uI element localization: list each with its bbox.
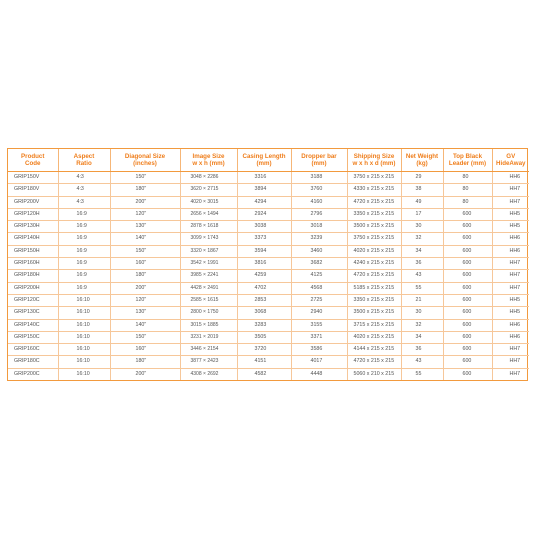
cell-top-black-leader: 600 (443, 356, 492, 368)
cell-shipping-size: 4720 x 215 x 215 (347, 270, 401, 282)
table-header (8, 149, 529, 172)
cell-aspect-ratio: 4:3 (58, 184, 110, 196)
cell-dropper-bar: 3586 (291, 344, 347, 356)
table-row (8, 319, 529, 331)
cell-dropper-bar: 4568 (291, 282, 347, 294)
cell-product-code: GRIP140H (8, 233, 58, 245)
table-row (8, 331, 529, 343)
cell-top-black-leader: 600 (443, 368, 492, 380)
table-row (8, 221, 529, 233)
cell-top-black-leader: 600 (443, 344, 492, 356)
cell-shipping-size: 3500 x 215 x 215 (347, 307, 401, 319)
cell-net-weight: 34 (401, 245, 443, 257)
table-row (8, 344, 529, 356)
cell-shipping-size: 5060 x 210 x 215 (347, 368, 401, 380)
cell-shipping-size: 5185 x 215 x 215 (347, 282, 401, 294)
cell-net-weight: 21 (401, 294, 443, 306)
cell-casing-length: 4259 (237, 270, 291, 282)
cell-aspect-ratio: 16:9 (58, 221, 110, 233)
cell-net-weight: 32 (401, 319, 443, 331)
header-diagonal-size: Diagonal Size (inches) (110, 149, 180, 172)
cell-image-size: 2585 × 1615 (180, 294, 237, 306)
table-row (8, 258, 529, 270)
cell-shipping-size: 3750 x 215 x 215 (347, 233, 401, 245)
cell-casing-length: 2853 (237, 294, 291, 306)
spec-table (8, 149, 529, 380)
cell-diagonal-size: 150" (110, 172, 180, 184)
header-shipping-size: Shipping Size w x h x d (mm) (347, 149, 401, 172)
table-row (8, 282, 529, 294)
cell-product-code: GRIP200C (8, 368, 58, 380)
cell-shipping-size: 3500 x 215 x 215 (347, 221, 401, 233)
cell-product-code: GRIP130H (8, 221, 58, 233)
cell-aspect-ratio: 16:10 (58, 344, 110, 356)
cell-casing-length: 2924 (237, 208, 291, 220)
cell-product-code: GRIP180C (8, 356, 58, 368)
table-row (8, 270, 529, 282)
cell-diagonal-size: 120" (110, 208, 180, 220)
cell-gv-hideaway: HH6 (492, 319, 529, 331)
table-row (8, 294, 529, 306)
cell-diagonal-size: 180" (110, 270, 180, 282)
cell-diagonal-size: 140" (110, 233, 180, 245)
cell-aspect-ratio: 16:10 (58, 319, 110, 331)
cell-gv-hideaway: HH6 (492, 172, 529, 184)
cell-gv-hideaway: HH6 (492, 331, 529, 343)
cell-dropper-bar: 4125 (291, 270, 347, 282)
cell-gv-hideaway: HH5 (492, 221, 529, 233)
table-row (8, 233, 529, 245)
cell-top-black-leader: 600 (443, 331, 492, 343)
cell-diagonal-size: 160" (110, 344, 180, 356)
cell-aspect-ratio: 16:9 (58, 282, 110, 294)
cell-diagonal-size: 150" (110, 245, 180, 257)
spec-table-frame (7, 148, 528, 381)
table-row (8, 208, 529, 220)
cell-shipping-size: 4144 x 215 x 215 (347, 344, 401, 356)
cell-image-size: 3446 × 2154 (180, 344, 237, 356)
table-row (8, 368, 529, 380)
header-aspect-ratio: Aspect Ratio (58, 149, 110, 172)
cell-shipping-size: 4020 x 215 x 215 (347, 331, 401, 343)
cell-product-code: GRIP180H (8, 270, 58, 282)
cell-dropper-bar: 2796 (291, 208, 347, 220)
cell-net-weight: 34 (401, 331, 443, 343)
cell-dropper-bar: 3460 (291, 245, 347, 257)
cell-image-size: 3877 × 2423 (180, 356, 237, 368)
cell-gv-hideaway: HH7 (492, 356, 529, 368)
cell-image-size: 3048 × 2286 (180, 172, 237, 184)
cell-gv-hideaway: HH5 (492, 307, 529, 319)
cell-gv-hideaway: HH7 (492, 196, 529, 208)
header-net-weight: Net Weight (kg) (401, 149, 443, 172)
cell-image-size: 4020 × 3015 (180, 196, 237, 208)
table-row (8, 184, 529, 196)
cell-aspect-ratio: 16:9 (58, 270, 110, 282)
cell-dropper-bar: 4017 (291, 356, 347, 368)
cell-dropper-bar: 2725 (291, 294, 347, 306)
header-product-code: Product Code (8, 149, 58, 172)
cell-diagonal-size: 130" (110, 221, 180, 233)
cell-net-weight: 43 (401, 356, 443, 368)
cell-casing-length: 3283 (237, 319, 291, 331)
cell-casing-length: 3720 (237, 344, 291, 356)
cell-top-black-leader: 600 (443, 270, 492, 282)
cell-product-code: GRIP140C (8, 319, 58, 331)
cell-gv-hideaway: HH7 (492, 258, 529, 270)
cell-dropper-bar: 2940 (291, 307, 347, 319)
cell-diagonal-size: 160" (110, 258, 180, 270)
cell-shipping-size: 4330 x 215 x 215 (347, 184, 401, 196)
cell-product-code: GRIP200H (8, 282, 58, 294)
cell-dropper-bar: 3239 (291, 233, 347, 245)
cell-diagonal-size: 120" (110, 294, 180, 306)
cell-casing-length: 3068 (237, 307, 291, 319)
header-dropper-bar: Dropper bar (mm) (291, 149, 347, 172)
cell-casing-length: 4151 (237, 356, 291, 368)
cell-gv-hideaway: HH6 (492, 233, 529, 245)
cell-aspect-ratio: 16:10 (58, 331, 110, 343)
cell-product-code: GRIP200V (8, 196, 58, 208)
cell-gv-hideaway: HH5 (492, 208, 529, 220)
cell-product-code: GRIP120C (8, 294, 58, 306)
cell-dropper-bar: 3682 (291, 258, 347, 270)
header-gv-hideaway: GV HideAway (492, 149, 529, 172)
cell-aspect-ratio: 4:3 (58, 172, 110, 184)
cell-product-code: GRIP160H (8, 258, 58, 270)
cell-casing-length: 4702 (237, 282, 291, 294)
cell-casing-length: 3594 (237, 245, 291, 257)
cell-aspect-ratio: 16:10 (58, 307, 110, 319)
cell-gv-hideaway: HH6 (492, 245, 529, 257)
cell-product-code: GRIP150C (8, 331, 58, 343)
cell-image-size: 3015 × 1885 (180, 319, 237, 331)
cell-aspect-ratio: 16:9 (58, 233, 110, 245)
cell-casing-length: 3316 (237, 172, 291, 184)
cell-image-size: 2656 × 1494 (180, 208, 237, 220)
cell-gv-hideaway: HH7 (492, 344, 529, 356)
cell-image-size: 2878 × 1618 (180, 221, 237, 233)
cell-product-code: GRIP180V (8, 184, 58, 196)
header-image-size: Image Size w x h (mm) (180, 149, 237, 172)
cell-net-weight: 55 (401, 282, 443, 294)
cell-product-code: GRIP150V (8, 172, 58, 184)
cell-top-black-leader: 80 (443, 184, 492, 196)
cell-top-black-leader: 600 (443, 307, 492, 319)
header-casing-length: Casing Length (mm) (237, 149, 291, 172)
cell-dropper-bar: 3371 (291, 331, 347, 343)
cell-shipping-size: 3350 x 215 x 215 (347, 208, 401, 220)
cell-top-black-leader: 600 (443, 233, 492, 245)
cell-casing-length: 3894 (237, 184, 291, 196)
cell-top-black-leader: 600 (443, 294, 492, 306)
cell-top-black-leader: 600 (443, 258, 492, 270)
cell-top-black-leader: 600 (443, 282, 492, 294)
cell-aspect-ratio: 16:9 (58, 208, 110, 220)
table-row (8, 307, 529, 319)
cell-aspect-ratio: 16:10 (58, 368, 110, 380)
cell-image-size: 2800 × 1750 (180, 307, 237, 319)
cell-net-weight: 36 (401, 258, 443, 270)
cell-shipping-size: 4020 x 215 x 215 (347, 245, 401, 257)
cell-top-black-leader: 600 (443, 208, 492, 220)
table-row (8, 356, 529, 368)
cell-image-size: 3320 × 1867 (180, 245, 237, 257)
cell-casing-length: 4294 (237, 196, 291, 208)
cell-image-size: 3620 × 2715 (180, 184, 237, 196)
cell-product-code: GRIP150H (8, 245, 58, 257)
cell-shipping-size: 4720 x 215 x 215 (347, 356, 401, 368)
cell-top-black-leader: 80 (443, 172, 492, 184)
header-row (8, 149, 529, 172)
cell-casing-length: 3038 (237, 221, 291, 233)
table-row (8, 196, 529, 208)
cell-gv-hideaway: HH7 (492, 270, 529, 282)
cell-shipping-size: 3715 x 215 x 215 (347, 319, 401, 331)
cell-diagonal-size: 130" (110, 307, 180, 319)
cell-image-size: 4308 × 2692 (180, 368, 237, 380)
cell-image-size: 3985 × 2241 (180, 270, 237, 282)
cell-net-weight: 49 (401, 196, 443, 208)
cell-shipping-size: 3750 x 215 x 215 (347, 172, 401, 184)
cell-net-weight: 30 (401, 307, 443, 319)
cell-dropper-bar: 3018 (291, 221, 347, 233)
cell-gv-hideaway: HH7 (492, 282, 529, 294)
cell-image-size: 3231 × 2019 (180, 331, 237, 343)
cell-aspect-ratio: 16:9 (58, 258, 110, 270)
cell-casing-length: 3505 (237, 331, 291, 343)
cell-net-weight: 29 (401, 172, 443, 184)
cell-top-black-leader: 80 (443, 196, 492, 208)
cell-casing-length: 3373 (237, 233, 291, 245)
cell-aspect-ratio: 16:10 (58, 294, 110, 306)
cell-dropper-bar: 3155 (291, 319, 347, 331)
cell-product-code: GRIP130C (8, 307, 58, 319)
cell-net-weight: 17 (401, 208, 443, 220)
table-row (8, 245, 529, 257)
cell-net-weight: 30 (401, 221, 443, 233)
cell-diagonal-size: 180" (110, 184, 180, 196)
cell-dropper-bar: 4160 (291, 196, 347, 208)
cell-aspect-ratio: 16:9 (58, 245, 110, 257)
cell-dropper-bar: 3760 (291, 184, 347, 196)
cell-product-code: GRIP120H (8, 208, 58, 220)
cell-aspect-ratio: 4:3 (58, 196, 110, 208)
cell-dropper-bar: 4448 (291, 368, 347, 380)
cell-diagonal-size: 150" (110, 331, 180, 343)
cell-casing-length: 3816 (237, 258, 291, 270)
table-row (8, 172, 529, 184)
header-top-black-leader: Top Black Leader (mm) (443, 149, 492, 172)
cell-net-weight: 32 (401, 233, 443, 245)
cell-diagonal-size: 200" (110, 282, 180, 294)
cell-shipping-size: 3350 x 215 x 215 (347, 294, 401, 306)
cell-diagonal-size: 200" (110, 196, 180, 208)
cell-casing-length: 4582 (237, 368, 291, 380)
cell-image-size: 4428 × 2491 (180, 282, 237, 294)
cell-gv-hideaway: HH7 (492, 184, 529, 196)
cell-net-weight: 55 (401, 368, 443, 380)
cell-diagonal-size: 200" (110, 368, 180, 380)
cell-shipping-size: 4240 x 215 x 215 (347, 258, 401, 270)
cell-diagonal-size: 180" (110, 356, 180, 368)
cell-shipping-size: 4720 x 215 x 215 (347, 196, 401, 208)
cell-product-code: GRIP160C (8, 344, 58, 356)
cell-net-weight: 36 (401, 344, 443, 356)
cell-gv-hideaway: HH7 (509, 370, 521, 377)
cell-dropper-bar: 3188 (291, 172, 347, 184)
cell-net-weight: 43 (401, 270, 443, 282)
cell-top-black-leader: 600 (443, 245, 492, 257)
cell-gv-hideaway: HH5 (492, 294, 529, 306)
cell-net-weight: 38 (401, 184, 443, 196)
cell-top-black-leader: 600 (443, 319, 492, 331)
cell-aspect-ratio: 16:10 (58, 356, 110, 368)
table-body (8, 172, 529, 381)
cell-image-size: 3542 × 1991 (180, 258, 237, 270)
cell-image-size: 3099 × 1743 (180, 233, 237, 245)
cell-top-black-leader: 600 (443, 221, 492, 233)
cell-diagonal-size: 140" (110, 319, 180, 331)
